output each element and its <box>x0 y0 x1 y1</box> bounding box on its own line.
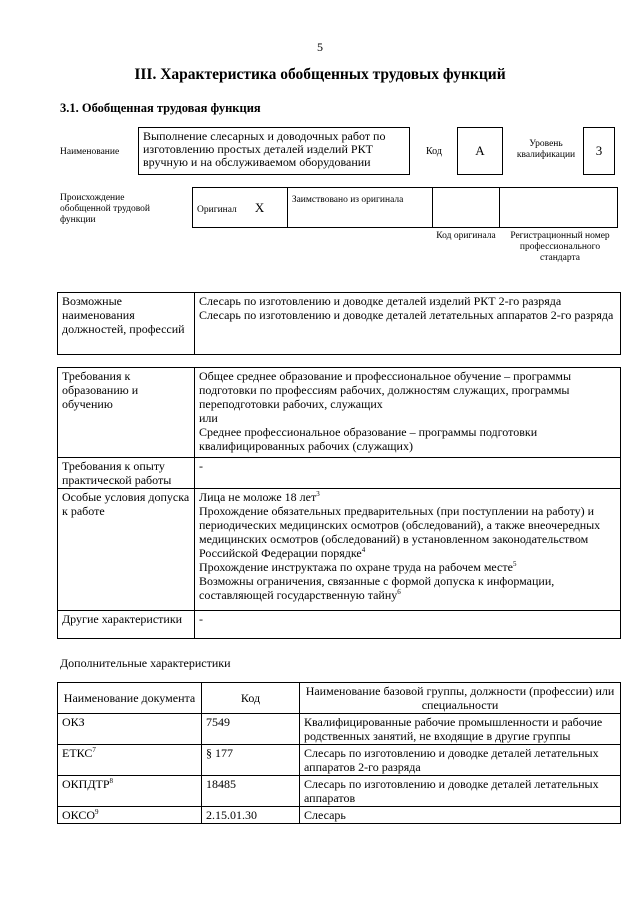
reg-number-label: Регистрационный номер профессионального стандарта <box>510 231 610 263</box>
special-condition-4: Возможны ограничения, связанные с формой допуска к информации, составляющей государственную тайну$^6$ <box>199 574 555 602</box>
borrowed-label: Заимствовано из оригинала <box>291 195 404 205</box>
row-name: Квалифицированные рабочие промышленности и рабочие родственных занятий, не входящие в другие группы <box>300 714 621 745</box>
row-code: 7549 <box>202 714 300 745</box>
special-condition-2: Прохождение обязательных предварительных (при поступлении на работу) и периодических медицинских осмотров (обследований), а также внеочередных медицинских осмотров (обследований) в установленном законодательством Российской Федерации порядке$^4$ <box>199 504 601 560</box>
name-label: Наименование <box>60 147 120 157</box>
subsection-title: 3.1. Обобщенная трудовая функция <box>60 101 261 115</box>
footnote-6: 6 <box>397 588 401 596</box>
extra-table <box>57 682 621 824</box>
positions-label: Возможные наименования должностей, профессий <box>58 293 195 355</box>
page-number: 5 <box>317 40 323 54</box>
col-code-header: Код <box>202 683 300 714</box>
origin-borrowed-cell <box>287 188 432 228</box>
special-conditions-label: Особые условия допуска к работе <box>58 489 195 611</box>
table-row <box>58 745 621 776</box>
code-label: Код <box>426 146 442 157</box>
other-value: - <box>195 611 621 639</box>
row-code: § 177 <box>202 745 300 776</box>
row-doc: ОКПДТР$^8$ <box>58 776 202 807</box>
col-doc-header: Наименование документа <box>58 683 202 714</box>
origin-label: Происхождение обобщенной трудовой функции <box>60 193 150 225</box>
footnote-8: 8 <box>109 777 114 785</box>
education-line-1: Общее среднее образование и профессиональное обучение – программы подготовки по профессиям рабочих, должностям служащих, программы переподготовки рабочих, служащих <box>199 369 572 411</box>
education-value-cell <box>195 368 621 458</box>
education-line-2: Среднее профессиональное образование – программы подготовки квалифицированных рабочих (служащих) <box>199 425 538 453</box>
row-name: Слесарь <box>300 807 621 824</box>
footnote-4: 4 <box>361 546 366 554</box>
position-line-2: Слесарь по изготовлению и доводке деталей летательных аппаратов 2-го разряда <box>199 308 614 322</box>
other-label: Другие характеристики <box>58 611 195 639</box>
table-row <box>58 776 621 807</box>
table-row <box>58 714 621 745</box>
education-or: или <box>199 411 218 425</box>
extra-title: Дополнительные характеристики <box>60 656 231 670</box>
origin-code-cell <box>432 188 500 228</box>
row-name: Слесарь по изготовлению и доводке деталей летательных аппаратов 2-го разряда <box>300 745 621 776</box>
requirements-table <box>57 367 621 639</box>
section-title: III. Характеристика обобщенных трудовых функций <box>134 66 506 83</box>
code-value: А <box>457 127 503 175</box>
row-name: Слесарь по изготовлению и доводке деталей летательных аппаратов <box>300 776 621 807</box>
special-condition-1: Лица не моложе 18 лет$^3$ <box>199 490 320 504</box>
footnote-3: 3 <box>316 490 320 498</box>
row-doc: ОКЗ <box>58 714 202 745</box>
education-label: Требования к образованию и обучению <box>58 368 195 458</box>
row-doc: ОКСО$^9$ <box>58 807 202 824</box>
special-condition-3: Прохождение инструктажа по охране труда на рабочем месте$^5$ <box>199 560 517 574</box>
footnote-9: 9 <box>95 808 99 816</box>
row-code: 2.15.01.30 <box>202 807 300 824</box>
origin-table <box>192 187 618 228</box>
positions-value-cell <box>195 293 621 355</box>
original-label: Оригинал <box>197 204 237 215</box>
function-name-box: Выполнение слесарных и доводочных работ по изготовлению простых деталей изделий РКТ вручную и на обслуживаемом оборудовании <box>138 127 410 175</box>
origin-original-cell <box>193 188 288 228</box>
origin-code-label: Код оригинала <box>436 231 496 241</box>
level-label: Уровень квалификации <box>516 139 576 160</box>
experience-label: Требования к опыту практической работы <box>58 458 195 489</box>
footnote-7: 7 <box>92 746 96 754</box>
footnote-5: 5 <box>512 560 517 568</box>
row-doc: ЕТКС$^7$ <box>58 745 202 776</box>
table-row <box>58 807 621 824</box>
origin-reg-cell <box>500 188 618 228</box>
experience-value: - <box>195 458 621 489</box>
special-conditions-cell <box>195 489 621 611</box>
row-code: 18485 <box>202 776 300 807</box>
original-mark: Х <box>254 199 265 215</box>
col-name-header: Наименование базовой группы, должности (профессии) или специальности <box>300 683 621 714</box>
level-value: 3 <box>583 127 615 175</box>
position-line-1: Слесарь по изготовлению и доводке деталей изделий РКТ 2-го разряда <box>199 294 562 308</box>
positions-table <box>57 292 621 355</box>
